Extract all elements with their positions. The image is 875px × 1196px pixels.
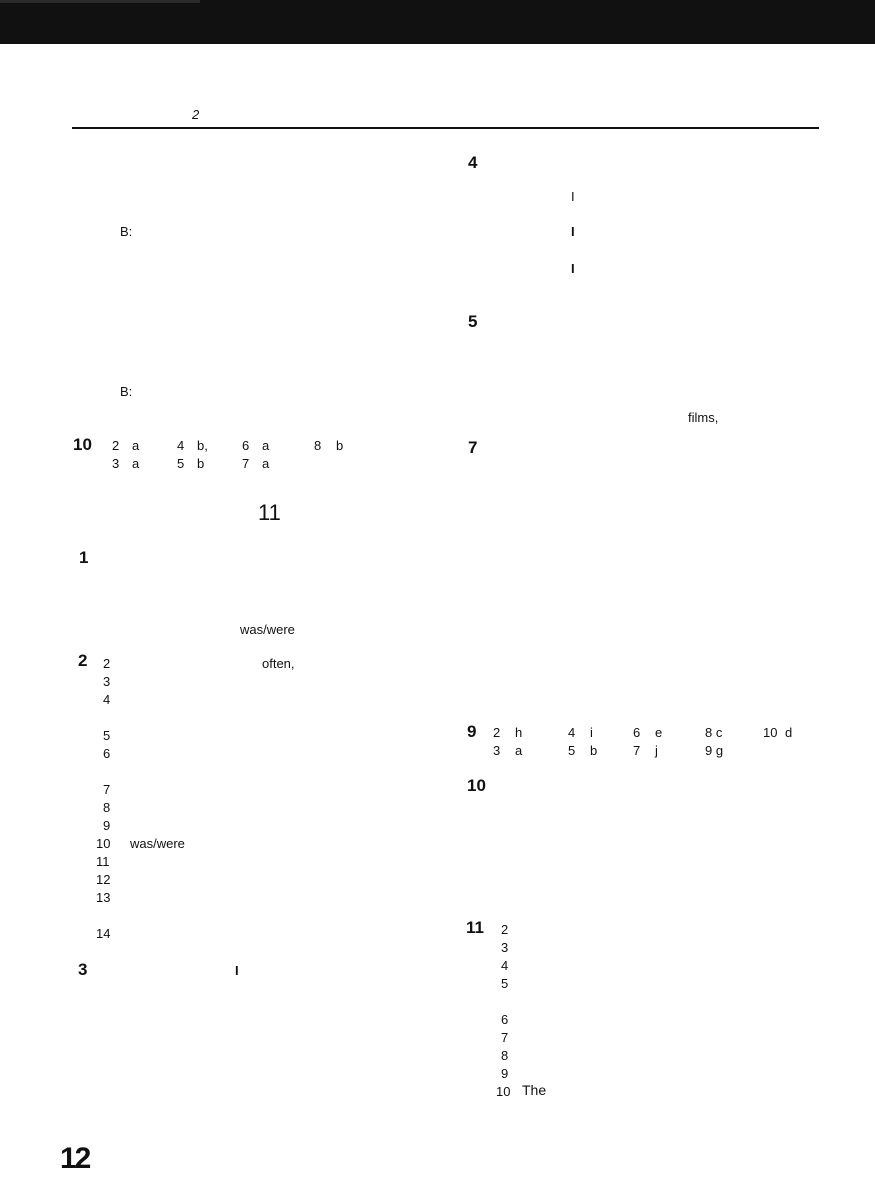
answer-letter: a — [132, 456, 140, 471]
answer-letter: b — [197, 456, 205, 471]
item-number: 10 — [96, 836, 111, 851]
answer-letter: a — [515, 743, 523, 758]
answer-letter: a — [132, 438, 140, 453]
item-number: 11 — [96, 854, 110, 869]
answer-number: 6 — [633, 725, 641, 740]
answer-letter: a — [262, 456, 270, 471]
answer-number: 2 — [493, 725, 501, 740]
item-number: 2 — [501, 922, 509, 937]
item-number: 7 — [501, 1030, 509, 1045]
answer-number: 6 — [242, 438, 250, 453]
item-number: 3 — [501, 940, 509, 955]
answer-text: The — [522, 1082, 547, 1098]
answer-mark: I — [571, 261, 575, 276]
item-number: 13 — [96, 890, 111, 905]
answer-letter: b — [336, 438, 344, 453]
answer-letter: j — [655, 743, 658, 758]
header-unit-number: 2 — [192, 107, 200, 122]
item-number: 2 — [103, 656, 111, 671]
item-number: 9 — [501, 1066, 509, 1081]
unit-title: 11 — [258, 500, 281, 525]
answer-mark: I — [571, 224, 575, 239]
answer-letter: e — [655, 725, 663, 740]
answer-number: 7 — [242, 456, 250, 471]
answer-number: 4 — [177, 438, 185, 453]
answer-mark: I — [235, 963, 239, 978]
answer-number: 8 — [314, 438, 322, 453]
top-bar — [0, 0, 875, 44]
exercise-2-number: 2 — [78, 651, 88, 670]
item-number: 6 — [103, 746, 111, 761]
item-number: 4 — [501, 958, 509, 973]
header-rule — [72, 127, 819, 129]
answer-letter: b — [590, 743, 598, 758]
exercise-1-number: 1 — [79, 548, 89, 567]
item-number: 10 — [496, 1084, 511, 1099]
item-number: 3 — [103, 674, 111, 689]
item-number: 5 — [501, 976, 509, 991]
exercise-11-number: 11 — [466, 918, 484, 937]
item-number: 14 — [96, 926, 111, 941]
answer-number: 7 — [633, 743, 641, 758]
answer-number: 10 — [763, 725, 778, 740]
exercise-5-number: 5 — [468, 312, 478, 331]
answer-number: 3 — [112, 456, 120, 471]
answer-number: 5 — [568, 743, 576, 758]
answer-text: was/were — [240, 622, 295, 637]
answer-mark: I — [571, 189, 575, 204]
page-number: 12 — [60, 1142, 90, 1175]
speaker-b-label: B: — [120, 224, 133, 239]
answer-number: 5 — [177, 456, 185, 471]
answer-pair: 8 c — [705, 725, 723, 740]
exercise-10-number: 10 — [467, 776, 486, 795]
item-number: 7 — [103, 782, 111, 797]
answer-number: 4 — [568, 725, 576, 740]
answer-text: films, — [688, 410, 719, 425]
exercise-9-number: 9 — [467, 722, 477, 741]
answer-number: 2 — [112, 438, 120, 453]
answer-letter: d — [785, 725, 793, 740]
answer-letter: i — [590, 725, 593, 740]
answer-number: 3 — [493, 743, 501, 758]
item-number: 4 — [103, 692, 111, 707]
answer-letter: a — [262, 438, 270, 453]
answer-letter: h — [515, 725, 523, 740]
answer-pair: 9 g — [705, 743, 724, 758]
answer-text: often, — [262, 656, 295, 671]
item-number: 12 — [96, 872, 111, 887]
answer-letter: b, — [197, 438, 208, 453]
item-number: 5 — [103, 728, 111, 743]
exercise-10-number: 10 — [73, 435, 92, 454]
speaker-b-label: B: — [120, 384, 133, 399]
item-number: 8 — [103, 800, 111, 815]
exercise-3-number: 3 — [78, 960, 88, 979]
item-number: 6 — [501, 1012, 509, 1027]
answer-text: was/were — [130, 836, 185, 851]
item-number: 8 — [501, 1048, 509, 1063]
exercise-4-number: 4 — [468, 153, 478, 172]
exercise-7-number: 7 — [468, 438, 478, 457]
item-number: 9 — [103, 818, 111, 833]
top-bar-edge — [0, 0, 200, 3]
